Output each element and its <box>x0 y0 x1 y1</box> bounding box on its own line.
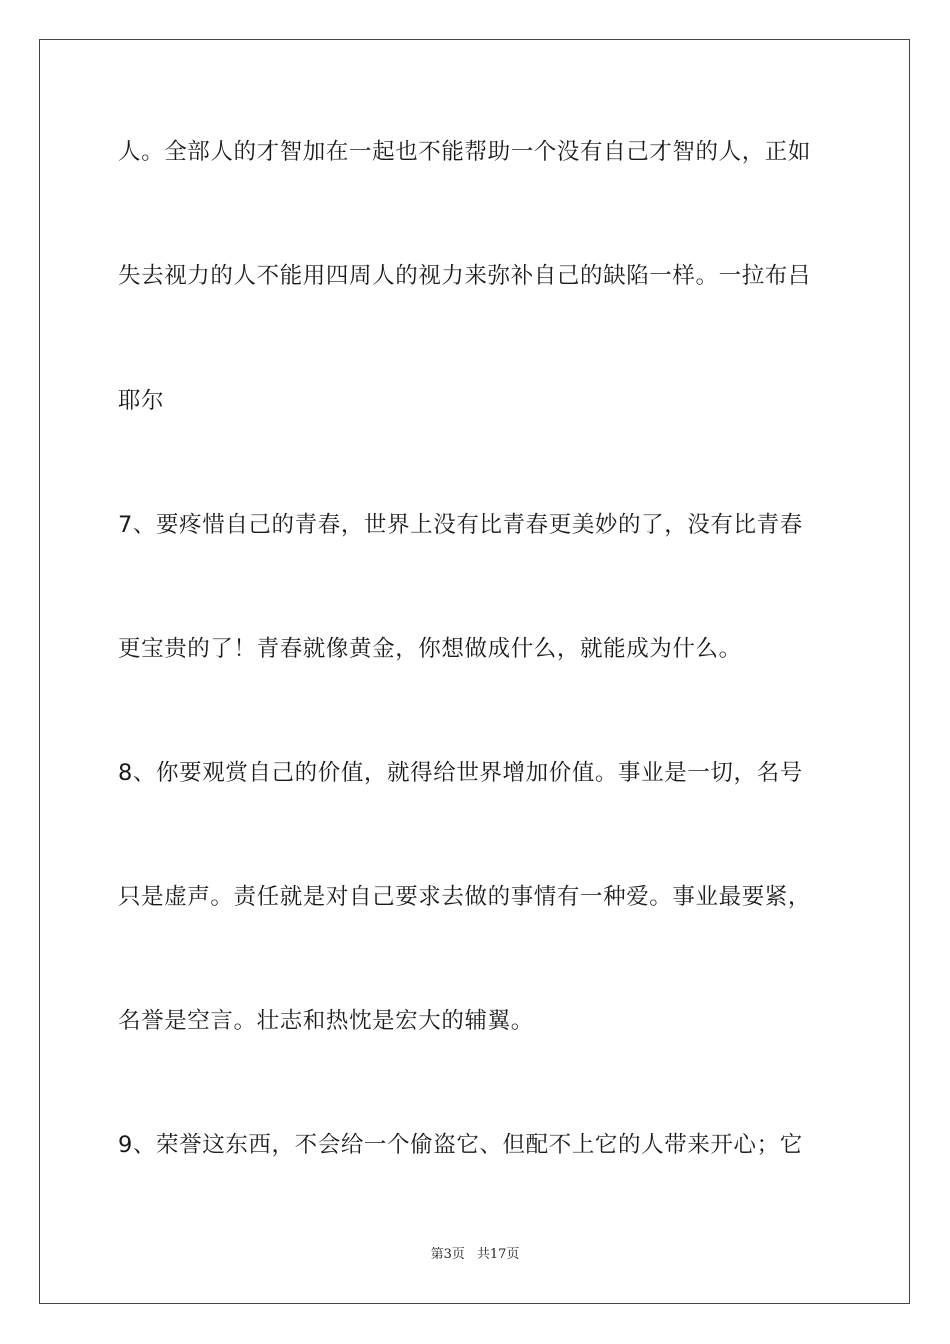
page-footer <box>0 1246 950 1264</box>
text-line: 更宝贵的了！青春就像黄金，你想做成什么，就能成为什么。 <box>118 636 742 662</box>
text-line: 人。全部人的才智加在一起也不能帮助一个没有自己才智的人，正如 <box>118 139 812 165</box>
page-border <box>39 39 910 1304</box>
text-line: 8、你要观赏自己的价值，就得给世界增加价值。事业是一切，名号 <box>118 760 803 786</box>
text-line: 名誉是空言。壮志和热忱是宏大的辅翼。 <box>118 1008 534 1034</box>
text-line: 耶尔 <box>118 388 165 414</box>
page-number-total: 共17页 <box>476 1247 520 1262</box>
text-line: 只是虚声。责任就是对自己要求去做的事情有一种爱。事业最要紧， <box>118 884 812 910</box>
text-line: 9、荣誉这东西，不会给一个偷盗它、但配不上它的人带来开心；它 <box>118 1132 803 1158</box>
page-number-current: 第3页 <box>430 1247 465 1262</box>
text-line: 失去视力的人不能用四周人的视力来弥补自己的缺陷一样。一拉布吕 <box>118 263 812 289</box>
text-line: 7、要疼惜自己的青春，世界上没有比青春更美妙的了，没有比青春 <box>118 512 803 538</box>
